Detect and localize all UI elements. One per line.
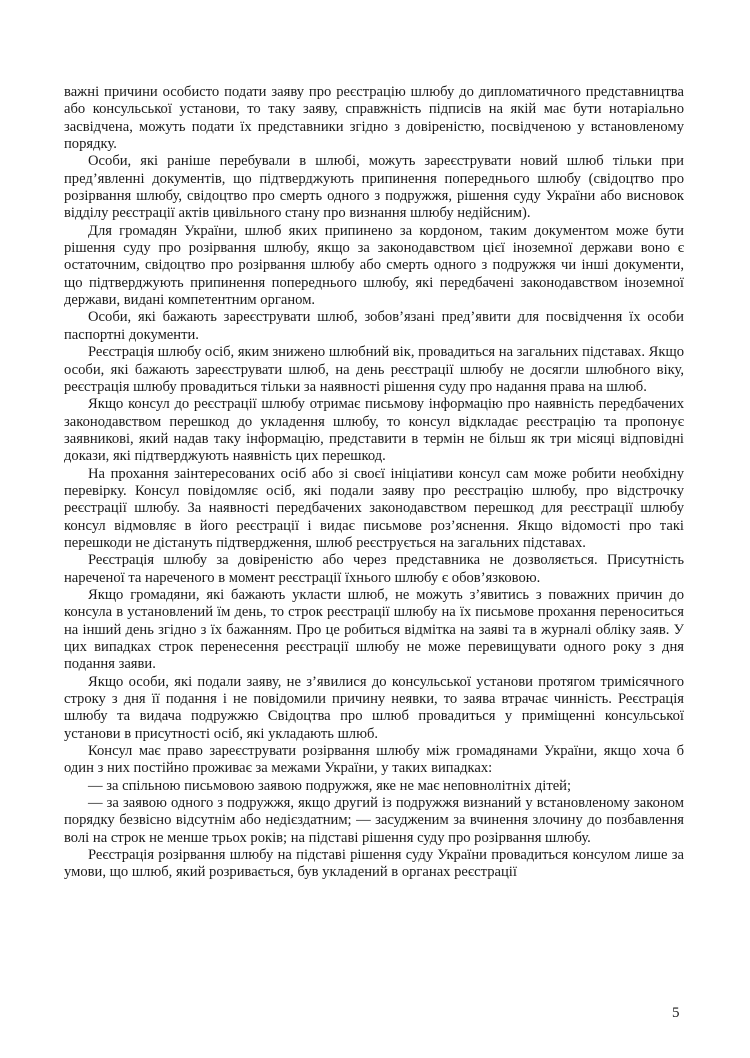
paragraph-12: Реєстрація розірвання шлюбу на підставі рішення суду України провадиться консулом лише за умови, що шлюб, який розривається, був укладений в органах реєстрації	[64, 847, 684, 881]
paragraph-5: Реєстрація шлюбу осіб, яким знижено шлюбний вік, провадиться на загальних підставах. Якщо особи, які бажають зареєструвати шлюб, на день реєстрації шлюбу не досягли шлюбного віку, реєстрація шлюбу провадиться тільки за наявності рішення суду про надання права на шлюб.	[64, 344, 684, 395]
paragraph-6: Якщо консул до реєстрації шлюбу отримає письмову інформацію про наявність передбачених законодавством перешкод до укладення шлюбу, то консул відкладає реєстрацію та пропонує заявникові, який надав таку інформацію, представити в термін не більш як три місяці відповідні докази, які підтверджують наявність цих перешкод.	[64, 396, 684, 465]
paragraph-1: важні причини особисто подати заяву про реєстрацію шлюбу до дипломатичного представництва або консульської установи, то таку заяву, справжність підписів на якій має бути нотаріально засвідчена, можуть подати їх представники згідно з довіреністю, посвідченою у встановленому порядку.	[64, 84, 684, 153]
body-text	[64, 84, 684, 882]
paragraph-2: Особи, які раніше перебували в шлюбі, можуть зареєструвати новий шлюб тільки при пред’явленні документів, що підтверджують припинення попереднього шлюбу (свідоцтво про розірвання шлюбу, свідоцтво про смерть одного з подружжя, рішення суду України або висновок відділу реєстрації актів цивільного стану про визнання шлюбу недійсним).	[64, 153, 684, 222]
paragraph-4: Особи, які бажають зареєструвати шлюб, зобов’язані пред’явити для посвідчення їх особи паспортні документи.	[64, 309, 684, 343]
list-item-1: — за спільною письмовою заявою подружжя, яке не має неповнолітніх дітей;	[88, 777, 572, 794]
paragraph-10: Якщо особи, які подали заяву, не з’явилися до консульської установи протягом тримісячного строку з дня її подання і не повідомили причину неявки, то заява втрачає чинність. Реєстрація шлюбу та видача подружжю Свідоцтва про шлюб провадиться у приміщенні консульської установи в присутності осіб, які укладають шлюб.	[64, 673, 684, 742]
list-item-2: — за заявою одного з подружжя, якщо другий із подружжя визнаний у встановленому законом порядку безвісно відсутнім або недієздатним; — засудженим за вчинення злочину до позбавлення волі на строк не менше трьох років; на підставі рішення суду про розірвання шлюбу.	[64, 795, 684, 846]
paragraph-11: Консул має право зареєструвати розірвання шлюбу між громадянами України, якщо хоча б один з них постійно проживає за межами України, у таких випадках:	[64, 743, 684, 777]
page-number: 5	[672, 1005, 680, 1021]
paragraph-8: Реєстрація шлюбу за довіреністю або через представника не дозволяється. Присутність нареченої та нареченого в момент реєстрації їхнього шлюбу є обов’язковою.	[64, 552, 684, 586]
paragraph-7: На прохання заінтересованих осіб або зі своєї ініціативи консул сам може робити необхідну перевірку. Консул повідомляє осіб, які подали заяву про реєстрацію шлюбу, про відстрочку реєстрації шлюбу. За наявності передбачених законодавством перешкод для реєстрації шлюбу консул відмовляє в його реєстрації і видає письмове роз’яснення. Якщо відомості про такі перешкоди не дістануть підтвердження, шлюб реєструється на загальних підставах.	[64, 465, 684, 551]
paragraph-3: Для громадян України, шлюб яких припинено за кордоном, таким документом може бути рішення суду про розірвання шлюбу, якщо за законодавством цієї іноземної держави воно є остаточним, свідоцтво про розірвання шлюбу або смерть одного з подружжя чи інші документи, що підтверджують припинення попереднього шлюбу, які передбачені законодавством іноземної держави, видані компетентним органом.	[64, 222, 684, 309]
paragraph-9: Якщо громадяни, які бажають укласти шлюб, не можуть з’явитись з поважних причин до консула в установлений їм день, то строк реєстрації шлюбу на їх письмове прохання переноситься на інший день згідно з їх бажанням. Про це робиться відмітка на заяві та в журналі обліку заяв. У цих випадках строк перенесення реєстрації шлюбу не може перевищувати одного року з дня подання заяви.	[64, 586, 684, 673]
